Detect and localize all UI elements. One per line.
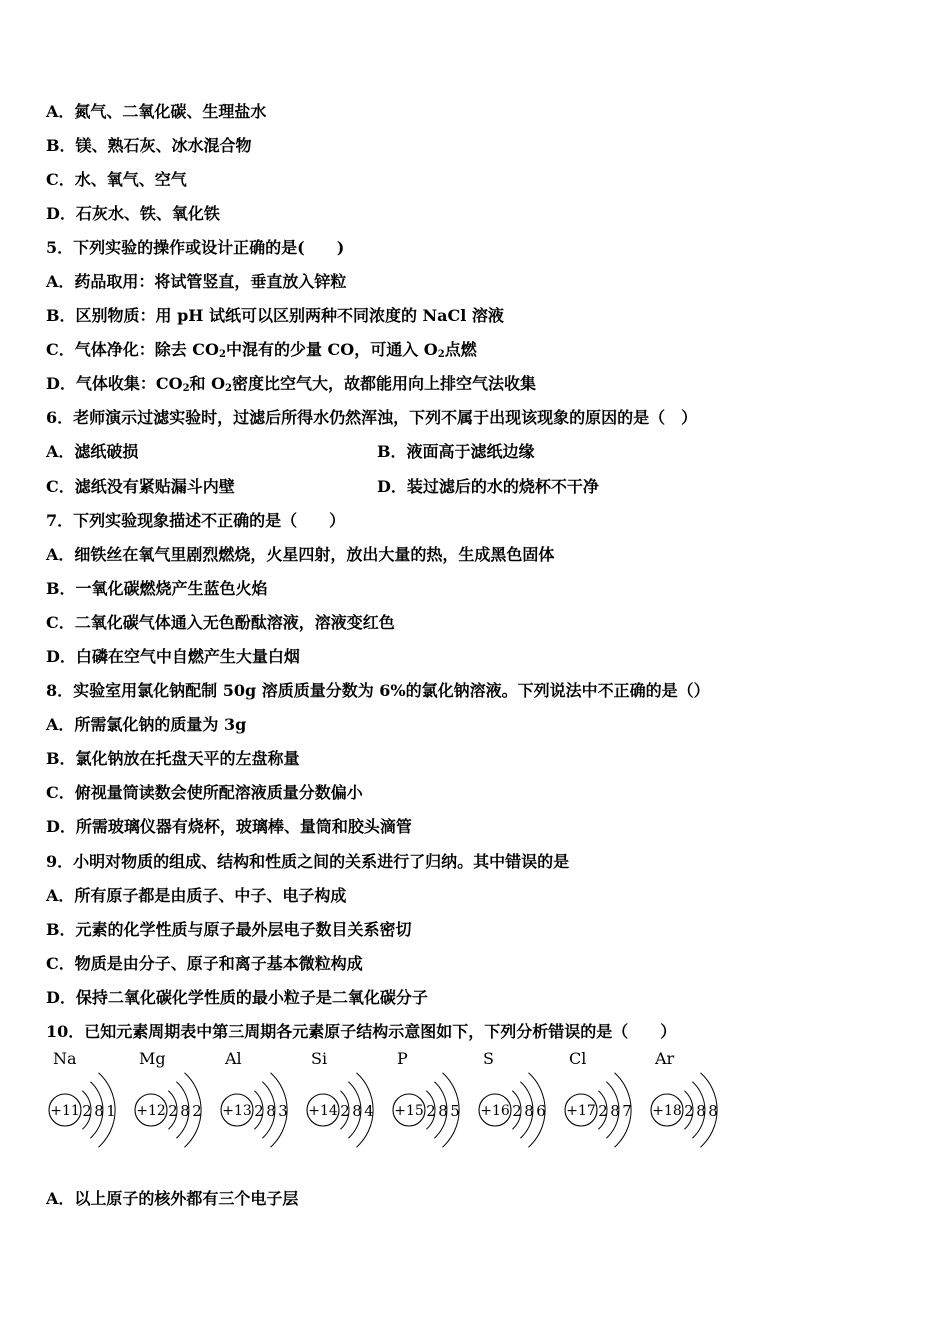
element-symbol: P	[397, 1049, 408, 1068]
q7-option-b: B．一氧化碳燃烧产生蓝色火焰	[46, 579, 268, 598]
shell-electron-count: 2	[598, 1102, 608, 1120]
q10-option-a: A．以上原子的核外都有三个电子层	[46, 1189, 299, 1208]
nuclear-charge: +17	[566, 1103, 596, 1119]
q6-option-b: B．液面高于滤纸边缘	[377, 442, 535, 461]
q6-stem: 6．老师演示过滤实验时，过滤后所得水仍然浑浊，下列不属于出现该现象的原因的是（ ）	[46, 408, 698, 427]
q6-option-d: D．装过滤后的水的烧杯不干净	[377, 477, 599, 496]
nuclear-charge: +13	[222, 1103, 252, 1119]
atom-diagram-s	[479, 1049, 546, 1147]
shell-electron-count: 8	[352, 1102, 362, 1120]
shell-electron-count: 8	[524, 1102, 534, 1120]
q5-option-a: A．药品取用：将试管竖直，垂直放入锌粒	[46, 272, 347, 291]
q5-option-b: B．区别物质：用 pH 试纸可以区别两种不同浓度的 NaCl 溶液	[46, 306, 504, 325]
q5-option-d	[46, 374, 536, 394]
element-symbol: S	[483, 1049, 494, 1068]
atom-diagram-ar	[651, 1049, 718, 1147]
atomic-structure-diagrams	[40, 1048, 740, 1168]
shell-electron-count: 8	[180, 1102, 190, 1120]
atom-diagram-al	[221, 1049, 288, 1147]
nuclear-charge: +16	[480, 1103, 510, 1119]
q5-c-text-3: 点燃	[444, 340, 477, 359]
shell-electron-count: 2	[512, 1102, 522, 1120]
q7-stem: 7．下列实验现象描述不正确的是（ ）	[46, 511, 346, 530]
shell-electron-count: 2	[168, 1102, 178, 1120]
q5-option-c	[46, 340, 477, 360]
q5-stem: 5．下列实验的操作或设计正确的是( )	[46, 238, 345, 257]
q5-d-sub-2: 2	[225, 383, 233, 394]
shell-electron-count: 4	[364, 1102, 374, 1120]
shell-electron-count: 8	[438, 1102, 448, 1120]
q5-c-sub-2: 2	[437, 349, 445, 360]
shell-electron-count: 2	[426, 1102, 436, 1120]
q8-option-b: B．氯化钠放在托盘天平的左盘称量	[46, 749, 300, 768]
q7-option-a: A．细铁丝在氧气里剧烈燃烧，火星四射，放出大量的热，生成黑色固体	[46, 545, 555, 564]
q4-option-a: A．氮气、二氧化碳、生理盐水	[46, 102, 267, 121]
shell-electron-count: 1	[106, 1102, 116, 1120]
shell-electron-count: 8	[610, 1102, 620, 1120]
shell-electron-count: 2	[684, 1102, 694, 1120]
q10-stem: 10．已知元素周期表中第三周期各元素原子结构示意图如下，下列分析错误的是（ ）	[46, 1022, 677, 1041]
element-symbol: Ar	[655, 1049, 675, 1068]
q5-d-text-1: D．气体收集：CO	[46, 374, 183, 393]
shell-electron-count: 3	[278, 1102, 288, 1120]
element-symbol: Mg	[139, 1049, 166, 1068]
shell-electron-count: 2	[192, 1102, 202, 1120]
shell-electron-count: 6	[536, 1102, 546, 1120]
shell-electron-count: 8	[94, 1102, 104, 1120]
nuclear-charge: +18	[652, 1103, 682, 1119]
shell-electron-count: 2	[82, 1102, 92, 1120]
q9-stem: 9．小明对物质的组成、结构和性质之间的关系进行了归纳。其中错误的是	[46, 852, 570, 871]
shell-electron-count: 7	[622, 1102, 632, 1120]
element-symbol: Na	[53, 1049, 77, 1068]
q8-option-d: D．所需玻璃仪器有烧杯，玻璃棒、量筒和胶头滴管	[46, 817, 412, 836]
q4-option-d: D．石灰水、铁、氧化铁	[46, 204, 220, 223]
element-symbol: Al	[225, 1049, 242, 1068]
q6-option-c: C．滤纸没有紧贴漏斗内壁	[46, 477, 235, 496]
q5-d-sub-1: 2	[182, 383, 190, 394]
q5-c-sub-1: 2	[218, 349, 226, 360]
q9-option-a: A．所有原子都是由质子、中子、电子构成	[46, 886, 347, 905]
q7-option-d: D．白磷在空气中自燃产生大量白烟	[46, 647, 300, 666]
nuclear-charge: +15	[394, 1103, 424, 1119]
q6-option-a: A．滤纸破损	[46, 442, 139, 461]
shell-electron-count: 2	[254, 1102, 264, 1120]
q5-c-text-2: 中混有的少量 CO，可通入 O	[225, 340, 438, 359]
atom-diagram-si	[307, 1049, 374, 1147]
atom-diagram-p	[393, 1049, 460, 1147]
atom-diagram-cl	[565, 1049, 632, 1147]
q5-d-text-3: 密度比空气大，故都能用向上排空气法收集	[232, 374, 537, 393]
nuclear-charge: +11	[50, 1103, 80, 1119]
q9-option-c: C．物质是由分子、原子和离子基本微粒构成	[46, 954, 363, 973]
q5-c-text-1: C．气体净化：除去 CO	[46, 340, 219, 359]
q8-option-c: C．俯视量筒读数会使所配溶液质量分数偏小	[46, 783, 363, 802]
q7-option-c: C．二氧化碳气体通入无色酚酞溶液，溶液变红色	[46, 613, 395, 632]
q9-option-d: D．保持二氧化碳化学性质的最小粒子是二氧化碳分子	[46, 988, 428, 1007]
shell-electron-count: 2	[340, 1102, 350, 1120]
q4-option-b: B．镁、熟石灰、冰水混合物	[46, 136, 252, 155]
q8-option-a: A．所需氯化钠的质量为 3g	[46, 715, 247, 734]
element-symbol: Si	[311, 1049, 328, 1068]
q5-d-text-2: 和 O	[189, 374, 226, 393]
shell-electron-count: 8	[266, 1102, 276, 1120]
q9-option-b: B．元素的化学性质与原子最外层电子数目关系密切	[46, 920, 412, 939]
shell-electron-count: 5	[450, 1102, 460, 1120]
shell-electron-count: 8	[708, 1102, 718, 1120]
nuclear-charge: +14	[308, 1103, 338, 1119]
element-symbol: Cl	[569, 1049, 587, 1068]
q4-option-c: C．水、氧气、空气	[46, 170, 187, 189]
atom-diagram-na	[49, 1049, 116, 1147]
shell-electron-count: 8	[696, 1102, 706, 1120]
nuclear-charge: +12	[136, 1103, 166, 1119]
atom-diagram-mg	[135, 1049, 202, 1147]
q8-stem: 8．实验室用氯化钠配制 50g 溶质质量分数为 6%的氯化钠溶液。下列说法中不正确的是（）	[46, 681, 710, 700]
